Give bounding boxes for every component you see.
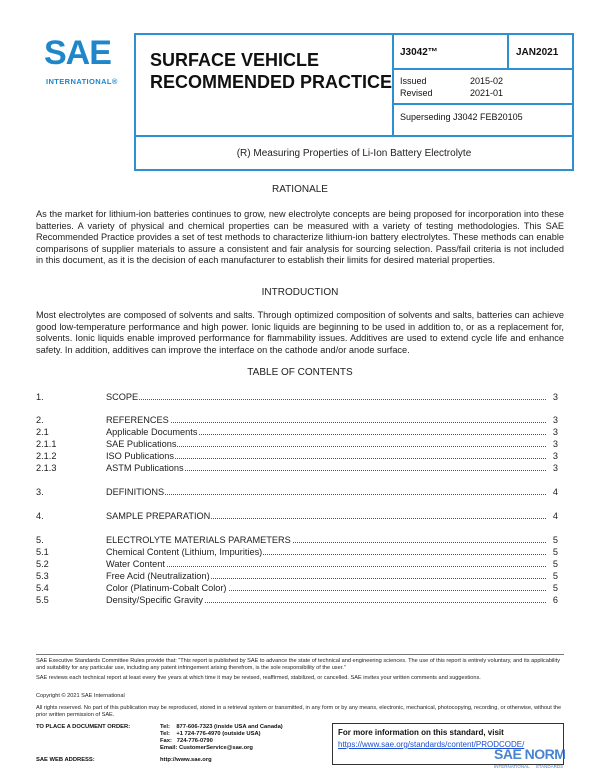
toc-num: 5.5 bbox=[36, 595, 49, 605]
toc-title: Free Acid (Neutralization) bbox=[106, 571, 210, 581]
watermark-logo: SAE NORM bbox=[494, 746, 566, 762]
order-email: Email: CustomerService@sae.org bbox=[160, 745, 253, 751]
footer-divider bbox=[36, 654, 564, 655]
toc-entry[interactable] bbox=[36, 450, 558, 462]
toc-num: 2.1 bbox=[36, 427, 49, 437]
toc-entry[interactable] bbox=[36, 510, 558, 522]
toc-page: 3 bbox=[552, 392, 558, 402]
toc-entry[interactable] bbox=[36, 438, 558, 450]
toc-num: 5. bbox=[36, 535, 44, 545]
toc-title: DEFINITIONS bbox=[106, 487, 165, 497]
more-info-link[interactable]: https://www.sae.org/standards/content/PRODCODE/ bbox=[338, 740, 525, 749]
toc-title: Applicable Documents bbox=[106, 427, 198, 437]
toc-num: 3. bbox=[36, 487, 44, 497]
toc-title: REFERENCES bbox=[106, 415, 169, 425]
toc-entry[interactable] bbox=[36, 582, 558, 594]
toc-page: 4 bbox=[552, 511, 558, 521]
order-tel1: Tel: 877-606-7323 (inside USA and Canada) bbox=[160, 724, 283, 730]
toc-page: 3 bbox=[552, 415, 558, 425]
superseding: Superseding J3042 FEB20105 bbox=[400, 112, 523, 122]
toc-page: 3 bbox=[552, 463, 558, 473]
toc-entry[interactable] bbox=[36, 486, 558, 498]
toc-num: 5.1 bbox=[36, 547, 49, 557]
watermark-subtitle: INTERNATIONAL STANDARDS bbox=[494, 764, 564, 769]
sae-logo-subtitle: INTERNATIONAL® bbox=[46, 77, 118, 86]
toc-entry[interactable] bbox=[36, 391, 558, 403]
toc-entry[interactable] bbox=[36, 534, 558, 546]
toc-page: 3 bbox=[552, 451, 558, 461]
issued-label: Issued bbox=[400, 76, 427, 86]
rationale-heading: RATIONALE bbox=[272, 184, 328, 195]
toc-num: 2.1.1 bbox=[36, 439, 57, 449]
toc-page: 4 bbox=[552, 487, 558, 497]
footer-review-text: SAE reviews each technical report at least every five years at which time it may be revised, reaffirmed, stabilized, or cancelled. SAE invites your written comments and suggestions. bbox=[36, 675, 481, 681]
toc-title: Water Content bbox=[106, 559, 165, 569]
toc-num: 5.2 bbox=[36, 559, 49, 569]
toc-title: Density/Specific Gravity bbox=[106, 595, 204, 605]
more-info-text: For more information on this standard, visit bbox=[338, 728, 504, 737]
toc-page: 3 bbox=[552, 439, 558, 449]
toc-num: 5.3 bbox=[36, 571, 49, 581]
toc-num: 2.1.3 bbox=[36, 463, 57, 473]
toc-num: 2.1.2 bbox=[36, 451, 57, 461]
toc-entry[interactable] bbox=[36, 558, 558, 570]
revised-value: 2021-01 bbox=[470, 88, 504, 98]
toc-entry[interactable] bbox=[36, 570, 558, 582]
toc-entry[interactable] bbox=[36, 462, 558, 474]
category-title-line1: SURFACE VEHICLE bbox=[150, 50, 320, 70]
doc-date: JAN2021 bbox=[516, 47, 559, 58]
footer-copyright: Copyright © 2021 SAE International bbox=[36, 693, 125, 699]
toc-title: SCOPE bbox=[106, 392, 139, 402]
toc-title: ISO Publications bbox=[106, 451, 174, 461]
toc-page: 5 bbox=[552, 583, 558, 593]
revised-label: Revised bbox=[400, 88, 433, 98]
toc-entry[interactable] bbox=[36, 546, 558, 558]
web-value[interactable]: http://www.sae.org bbox=[160, 757, 212, 763]
toc-title: ASTM Publications bbox=[106, 463, 184, 473]
order-fax: Fax: 724-776-0790 bbox=[160, 738, 213, 744]
toc-page: 6 bbox=[552, 595, 558, 605]
toc-title: SAE Publications bbox=[106, 439, 177, 449]
toc-page: 5 bbox=[552, 571, 558, 581]
introduction-heading: INTRODUCTION bbox=[261, 287, 339, 298]
rationale-text: As the market for lithium-ion batteries continues to grow, new electrolyte concepts are being proposed for incorporation into these batteries. A variety of physical and chemical properties can be measured with a variety of testing methodologies. This SAE Recommended Practice provides a set of test methods to characterize lithium-ion battery electrolytes. These methods can enable comparisons of supplier materials to assure a consistent and fair analysis for sourcing selection. Pass/fail criteria is not included in this document, as it is the decision of each manufacturer to establish their limits for desired material properties. bbox=[36, 209, 564, 266]
footer-rights-text: All rights reserved. No part of this publication may be reproduced, stored in a retrieval system or transmitted, in any form or by any means, electronic, mechanical, photocopying, recording, or otherwise, without the prior written permission of SAE. bbox=[36, 705, 562, 718]
dates-box bbox=[392, 68, 574, 105]
toc-entry[interactable] bbox=[36, 426, 558, 438]
order-label: TO PLACE A DOCUMENT ORDER: bbox=[36, 724, 131, 730]
order-tel2: Tel: +1 724-776-4970 (outside USA) bbox=[160, 731, 261, 737]
doc-number: J3042™ bbox=[400, 47, 438, 58]
footer-rules-text: SAE Executive Standards Committee Rules provide that: “This report is published by SAE to advance the state of technical and engineering sciences. The use of this report is entirely voluntary, and its applicability and suitability for any particular use, including any patent infringement arising therefrom, is the sole responsibility of the user.” bbox=[36, 658, 561, 671]
toc-heading: TABLE OF CONTENTS bbox=[247, 367, 353, 378]
toc-num: 4. bbox=[36, 511, 44, 521]
web-label: SAE WEB ADDRESS: bbox=[36, 757, 95, 763]
toc-page: 5 bbox=[552, 547, 558, 557]
toc-num: 2. bbox=[36, 415, 44, 425]
category-title-line2: RECOMMENDED PRACTICE bbox=[150, 72, 393, 92]
sae-logo: SAE bbox=[44, 34, 111, 72]
toc-title: Chemical Content (Lithium, Impurities) bbox=[106, 547, 263, 557]
issued-value: 2015-02 bbox=[470, 76, 504, 86]
toc-title: Color (Platinum-Cobalt Color) bbox=[106, 583, 227, 593]
toc-page: 3 bbox=[552, 427, 558, 437]
toc-title: SAMPLE PREPARATION bbox=[106, 511, 211, 521]
introduction-text: Most electrolytes are composed of solvents and salts. Through optimized composition of solvents and salts, batteries can achieve good low-temperature performance and high power. Ionic liquids are beginning to be used in addition to, or as a replacement for, solvents. Ionic liquids enable improved performance for flammability issues. Additives are used to extend cycle life and enhance safety. In addition, additives can improve the interface on the cathode and/or anode surface. bbox=[36, 310, 564, 355]
document-title: (R) Measuring Properties of Li-Ion Battery Electrolyte bbox=[236, 148, 472, 159]
toc-page: 5 bbox=[552, 535, 558, 545]
toc-entry[interactable] bbox=[36, 594, 558, 606]
toc-num: 5.4 bbox=[36, 583, 49, 593]
toc-num: 1. bbox=[36, 392, 44, 402]
toc-page: 5 bbox=[552, 559, 558, 569]
toc-entry[interactable] bbox=[36, 414, 558, 426]
toc-title: ELECTROLYTE MATERIALS PARAMETERS bbox=[106, 535, 291, 545]
